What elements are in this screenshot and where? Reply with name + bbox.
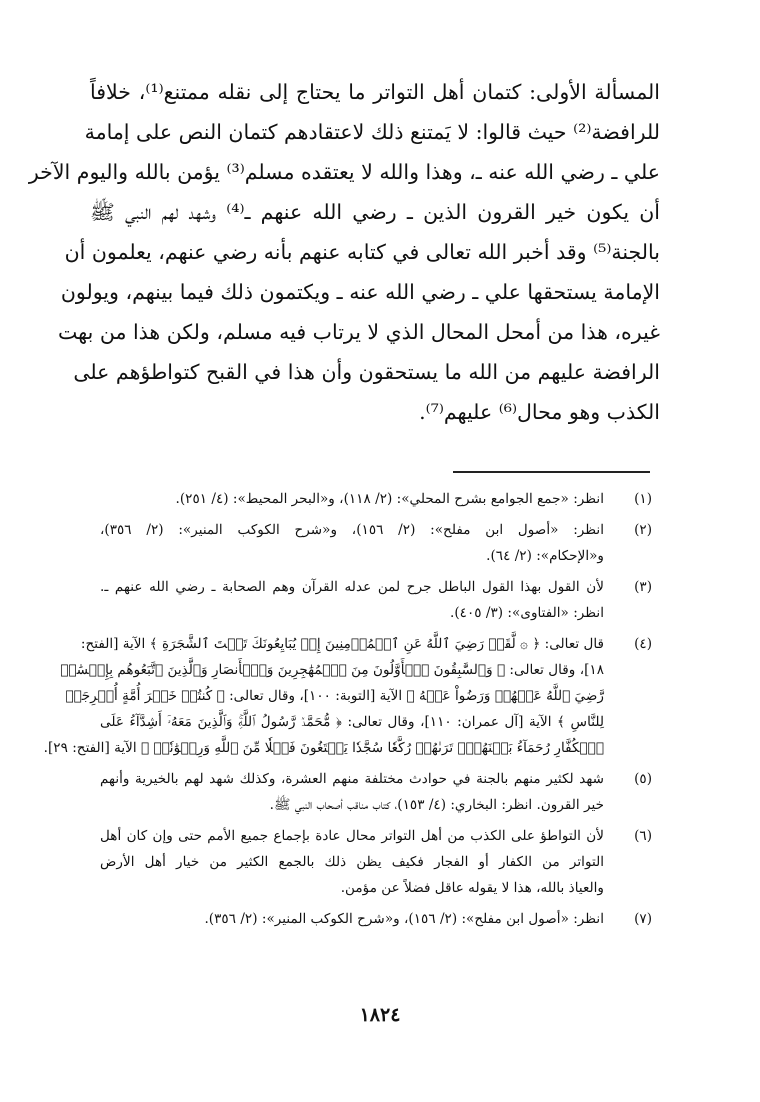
footnote-text-line: ٱلۡكُفَّارِ رُحَمَآءُ بَيۡنَهُمۡۖ تَرَىٰهُمۡ رُكَّعٗا سُجَّدٗا يَبۡتَغُونَ فَضۡلٗا مِّنَ ٱللَّهِ وَرِضۡوَٰنٗاۖ ﴾ الآية [الفتح: ٢٩]. bbox=[43, 740, 604, 756]
footnote-2 bbox=[100, 517, 656, 569]
main-text-line: للرافضة⁽²⁾ حيث قالوا: لا يَمتنع ذلك لاعتقادهم كتمان النص على إمامة bbox=[84, 120, 660, 144]
footnote-text-line: قال تعالى: ﴿ ۞ لَّقَدۡ رَضِيَ ٱللَّهُ عَنِ ٱلۡمُؤۡمِنِينَ إِذۡ يُبَايِعُونَكَ تَحۡتَ ٱلشَّجَرَةِ ﴾ الآية [الفتح: bbox=[80, 636, 604, 652]
page-number: ١٨٢٤ bbox=[359, 1004, 401, 1026]
footnote-1 bbox=[100, 486, 656, 512]
footnote-text-line: شهد لكثير منهم بالجنة في حوادث مختلفة منهم العشرة، وكذلك شهد لهم بالخيرية وأنهم bbox=[100, 771, 604, 787]
footnote-text-line: لِلنَّاسِ ﴾ الآية [آل عمران: ١١٠]، وقال تعالى: ﴿ مُّحَمَّدٞ رَّسُولُ ٱللَّهِۚ وَٱلَّذِينَ مَعَهُۥٓ أَشِدَّآءُ عَلَى bbox=[100, 714, 604, 730]
footnote-number: (٦) bbox=[634, 828, 652, 844]
footnote-6 bbox=[100, 823, 656, 901]
footnote-3 bbox=[100, 574, 656, 626]
footnote-text-line: انظر: «جمع الجوامع بشرح المحلي»: (٢/ ١١٨)، و«البحر المحيط»: (٤/ ٢٥١). bbox=[175, 491, 604, 507]
main-text-line: علي ـ رضي الله عنه ـ، وهذا والله لا يعتقده مسلم⁽³⁾ يؤمن بالله واليوم الآخر bbox=[28, 160, 660, 184]
main-body-text bbox=[28, 72, 660, 432]
footnote-number: (٢) bbox=[634, 522, 652, 538]
main-text-line: الإمامة يستحقها علي ـ رضي الله عنه ـ ويكتمون ذلك فيما بينهم، ويولون bbox=[60, 280, 660, 304]
main-text-line: غيره، هذا من أمحل المحال الذي لا يرتاب فيه مسلم، ولكن هذا من بهت bbox=[58, 320, 660, 344]
main-text-line: الرافضة عليهم من الله ما يستحقون وأن هذا في القبح كتواطؤهم على bbox=[73, 360, 660, 384]
footnote-number: (٥) bbox=[634, 771, 652, 787]
footnote-text-line: انظر: «الفتاوى»: (٣/ ٤٠٥). bbox=[450, 605, 604, 621]
footnote-5 bbox=[100, 766, 656, 818]
footnote-7 bbox=[100, 906, 656, 932]
footnote-text-line: ١٨]، وقال تعالى: ﴿ وَٱلسَّٰبِقُونَ ٱلۡأَوَّلُونَ مِنَ ٱلۡمُهَٰجِرِينَ وَٱلۡأَنصَارِ وَٱلَّذِينَ ٱتَّبَعُوهُم بِإِحۡسَٰنٖ bbox=[60, 662, 604, 678]
footnote-number: (٤) bbox=[634, 636, 652, 652]
footnote-number: (٣) bbox=[634, 579, 652, 595]
footnote-text-line: لأن التواطؤ على الكذب من أهل التواتر محال عادة بإجماع جميع الأمم حتى وإن كان أهل bbox=[100, 828, 604, 844]
main-text-line: المسألة الأولى: كتمان أهل التواتر ما يحتاج إلى نقله ممتنع⁽¹⁾، خلافاً bbox=[90, 80, 660, 104]
footnote-text-line: خير القرون. انظر: البخاري: (٤/ ١٥٣)، كتاب مناقب أصحاب النبي ﷺ. bbox=[269, 797, 604, 813]
footnote-number: (١) bbox=[634, 491, 652, 507]
footnote-text-line: والعياذ بالله، هذا لا يقوله عاقل فضلاً عن مؤمن. bbox=[340, 880, 604, 896]
main-text-line: الكذب وهو محال⁽⁶⁾ عليهم⁽⁷⁾. bbox=[419, 400, 660, 424]
footnote-text-line: انظر: «أصول ابن مفلح»: (٢/ ١٥٦)، و«شرح الكوكب المنير»: (٢/ ٣٥٦). bbox=[204, 911, 604, 927]
footnote-divider bbox=[453, 471, 650, 473]
footnote-text-line: لأن القول بهذا القول الباطل جرح لمن عدله القرآن وهم الصحابة ـ رضي الله عنهم ـ. bbox=[100, 579, 604, 595]
footnote-text-line: و«الإحكام»: (٢/ ٦٤). bbox=[486, 548, 604, 564]
main-text-line: بالجنة⁽⁵⁾ وقد أخبر الله تعالى في كتابه عنهم بأنه رضي عنهم، يعلمون أن bbox=[64, 240, 660, 264]
footnote-4 bbox=[43, 631, 656, 761]
footnote-number: (٧) bbox=[634, 911, 652, 927]
footnote-text-line: رَّضِيَ ٱللَّهُ عَنۡهُمۡ وَرَضُواْ عَنۡهُ ﴾ الآية [التوبة: ١٠٠]، وقال تعالى: ﴿ كُنتُمۡ خَيۡرَ أُمَّةٍ أُخۡرِجَتۡ bbox=[65, 688, 604, 704]
main-text-line: أن يكون خير القرون الذين ـ رضي الله عنهم ـ⁽⁴⁾ وشهد لهم النبي ﷺ bbox=[90, 200, 660, 224]
footnote-text-line: التواتر من الكفار أو الفجار فكيف يظن ذلك بالجمع الكثير من خيار أهل الأرض bbox=[100, 854, 604, 870]
footnote-text-line: انظر: «أصول ابن مفلح»: (٢/ ١٥٦)، و«شرح الكوكب المنير»: (٢/ ٣٥٦)، bbox=[100, 522, 604, 538]
footnotes-section bbox=[43, 486, 656, 937]
